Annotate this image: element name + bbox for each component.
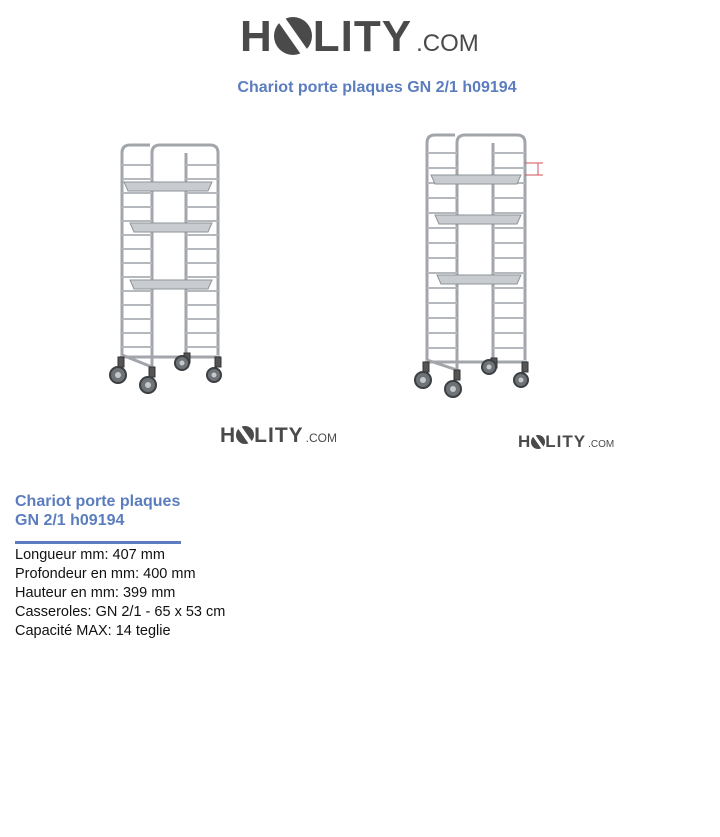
brand-logo-small <box>518 432 614 452</box>
product-image-front <box>100 135 240 405</box>
spec-item-height: Hauteur en mm: 399 mm <box>15 585 176 601</box>
brand-logo-small <box>220 424 337 448</box>
logo-domain: .COM <box>305 431 338 445</box>
logo-letter-h: H <box>220 424 237 447</box>
spec-item-depth: Profondeur en mm: 400 mm <box>15 566 196 582</box>
logo-o-icon <box>236 426 254 444</box>
spec-list <box>15 546 225 641</box>
spec-item-pans: Casseroles: GN 2/1 - 65 x 53 cm <box>15 604 226 620</box>
logo-letter-h: H <box>518 432 532 451</box>
page-title: Chariot porte plaques GN 2/1 h09194 <box>237 79 517 96</box>
logo-letter-h: H <box>240 12 273 61</box>
logo-letters: LITY <box>312 12 413 61</box>
brand-logo[interactable] <box>240 12 479 62</box>
logo-letters: LITY <box>254 424 304 447</box>
spec-item-length: Longueur mm: 407 mm <box>15 547 165 563</box>
product-image-dimensions <box>405 125 555 405</box>
spec-item-capacity: Capacité MAX: 14 teglie <box>15 623 171 639</box>
spec-title <box>15 492 215 530</box>
spec-title-line-2: GN 2/1 h09194 <box>15 512 125 529</box>
spec-divider <box>15 541 181 544</box>
logo-o-icon <box>274 17 312 55</box>
logo-letters: LITY <box>545 432 587 451</box>
logo-domain: .COM <box>416 30 479 57</box>
spec-title-line-1: Chariot porte plaques <box>15 493 181 510</box>
logo-o-icon <box>531 435 545 449</box>
logo-domain: .COM <box>588 439 615 450</box>
